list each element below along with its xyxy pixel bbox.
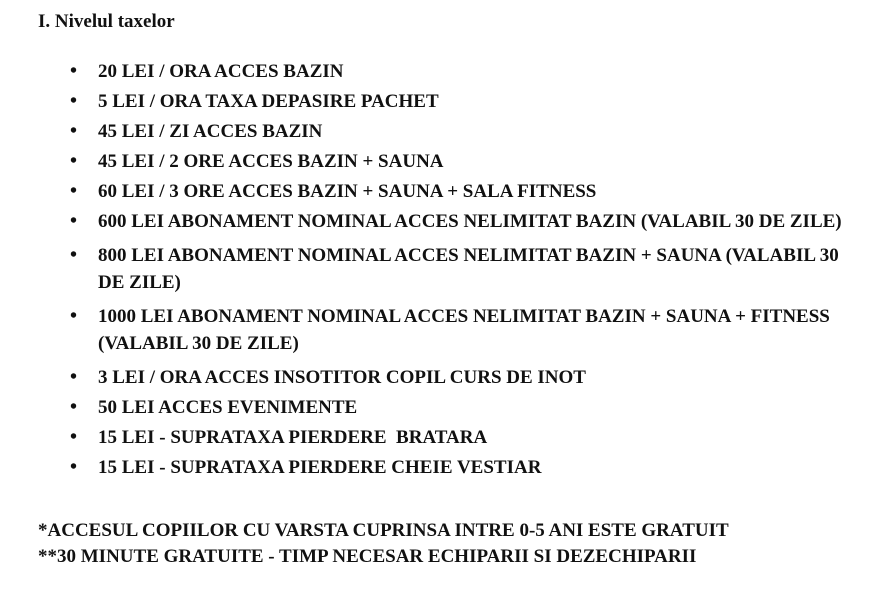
footnotes (38, 518, 868, 570)
fee-text: 45 LEI / ZI ACCES BAZIN (98, 121, 323, 142)
footnote-children-free: *ACCESUL COPIILOR CU VARSTA CUPRINSA INTRE 0-5 ANI ESTE GRATUIT (38, 520, 729, 541)
list-item (70, 208, 860, 235)
list-item (70, 454, 860, 481)
bullet-icon: • (70, 396, 78, 418)
list-item (70, 88, 860, 115)
fee-text: 800 LEI ABONAMENT NOMINAL ACCES NELIMITAT BAZIN + SAUNA (VALABIL 30 DE ZILE) (98, 245, 839, 293)
list-item (70, 148, 860, 175)
list-item (70, 118, 860, 145)
list-item (70, 303, 860, 357)
bullet-icon: • (70, 60, 78, 82)
fee-text: 15 LEI - SUPRATAXA PIERDERE BRATARA (98, 427, 488, 448)
bullet-icon: • (70, 366, 78, 388)
bullet-icon: • (70, 456, 78, 478)
fee-text: 5 LEI / ORA TAXA DEPASIRE PACHET (98, 91, 439, 112)
bullet-icon: • (70, 244, 78, 266)
list-item (70, 58, 860, 85)
fee-text: 50 LEI ACCES EVENIMENTE (98, 397, 358, 418)
section-heading: I. Nivelul taxelor (38, 11, 175, 32)
fee-text: 3 LEI / ORA ACCES INSOTITOR COPIL CURS DE INOT (98, 367, 586, 388)
list-item (70, 364, 860, 391)
fee-text: 15 LEI - SUPRATAXA PIERDERE CHEIE VESTIAR (98, 457, 542, 478)
bullet-icon: • (70, 180, 78, 202)
bullet-icon: • (70, 305, 78, 327)
bullet-icon: • (70, 120, 78, 142)
list-item (70, 394, 860, 421)
fee-text: 600 LEI ABONAMENT NOMINAL ACCES NELIMITAT BAZIN (VALABIL 30 DE ZILE) (98, 211, 842, 232)
fee-list (70, 58, 860, 484)
footnote-free-minutes: **30 MINUTE GRATUITE - TIMP NECESAR ECHIPARII SI DEZECHIPARII (38, 546, 697, 567)
fee-text: 20 LEI / ORA ACCES BAZIN (98, 61, 344, 82)
bullet-icon: • (70, 426, 78, 448)
bullet-icon: • (70, 90, 78, 112)
list-item (70, 424, 860, 451)
fee-text: 45 LEI / 2 ORE ACCES BAZIN + SAUNA (98, 151, 444, 172)
list-item (70, 242, 860, 296)
list-item (70, 178, 860, 205)
fee-text: 1000 LEI ABONAMENT NOMINAL ACCES NELIMITAT BAZIN + SAUNA + FITNESS (VALABIL 30 DE ZILE) (98, 306, 830, 354)
bullet-icon: • (70, 150, 78, 172)
bullet-icon: • (70, 210, 78, 232)
fee-text: 60 LEI / 3 ORE ACCES BAZIN + SAUNA + SALA FITNESS (98, 181, 597, 202)
